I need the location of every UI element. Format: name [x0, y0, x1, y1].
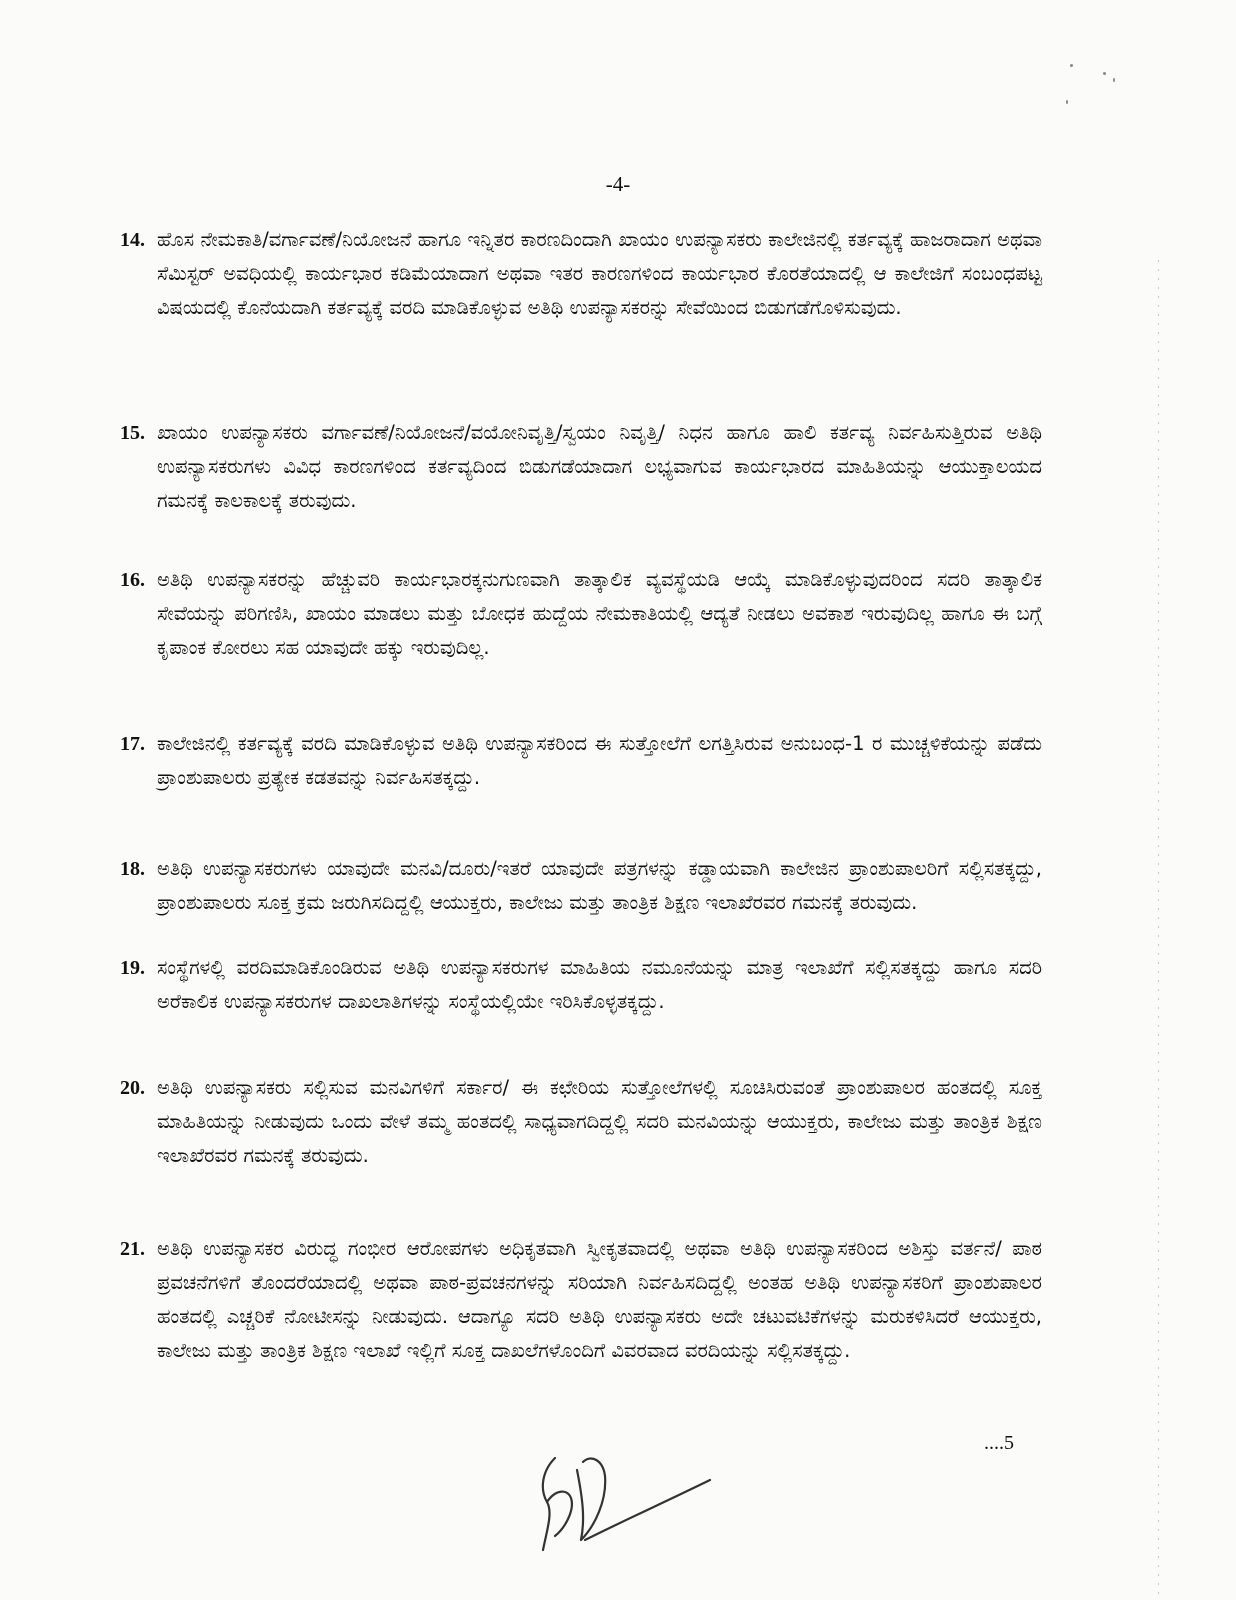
clause-number: 18. — [120, 858, 145, 880]
scan-speck — [1066, 100, 1068, 104]
clause-20 — [120, 1071, 1042, 1173]
clause-18 — [120, 852, 1042, 920]
clause-text: ಅತಿಥಿ ಉಪನ್ಯಾಸಕರು ಸಲ್ಲಿಸುವ ಮನವಿಗಳಿಗೆ ಸರ್ಕಾರ/ ಈ ಕಛೇರಿಯ ಸುತ್ತೋಲೆಗಳಲ್ಲಿ ಸೂಚಿಸಿರುವಂತೆ ಪ್ರಾಂಶುಪಾಲರ ಹಂತದಲ್ಲಿ ಸೂಕ್ತ ಮಾಹಿತಿಯನ್ನು ನೀಡುವುದು ಒಂದು ವೇಳೆ ತಮ್ಮ ಹಂತದಲ್ಲಿ ಸಾಧ್ಯವಾಗದಿದ್ದಲ್ಲಿ ಸದರಿ ಮನವಿಯನ್ನು ಆಯುಕ್ತರು, ಕಾಲೇಜು ಮತ್ತು ತಾಂತ್ರಿಕ ಶಿಕ್ಷಣ ಇಲಾಖೆರವರ ಗಮನಕ್ಕೆ ತರುವುದು. — [157, 1076, 1042, 1167]
clause-number: 14. — [120, 229, 145, 251]
clause-text: ಖಾಯಂ ಉಪನ್ಯಾಸಕರು ವರ್ಗಾವಣೆ/ನಿಯೋಜನೆ/ವಯೋನಿವೃತ್ತಿ/ಸ್ವಯಂ ನಿವೃತ್ತಿ/ ನಿಧನ ಹಾಗೂ ಹಾಲಿ ಕರ್ತವ್ಯ ನಿರ್ವಹಿಸುತ್ತಿರುವ ಅತಿಥಿ ಉಪನ್ಯಾಸಕರುಗಳು ವಿವಿಧ ಕಾರಣಗಳಿಂದ ಕರ್ತವ್ಯದಿಂದ ಬಿಡುಗಡೆಯಾದಾಗ ಲಭ್ಯವಾಗುವ ಕಾರ್ಯಭಾರದ ಮಾಹಿತಿಯನ್ನು ಆಯುಕ್ತಾಲಯದ ಗಮನಕ್ಕೆ ಕಾಲಕಾಲಕ್ಕೆ ತರುವುದು. — [157, 421, 1042, 512]
clause-number: 21. — [120, 1238, 145, 1260]
scan-speck — [1103, 72, 1106, 75]
clause-21 — [120, 1232, 1042, 1368]
clause-number: 16. — [120, 569, 145, 591]
page-number: -4- — [605, 172, 631, 196]
clause-text: ಸಂಸ್ಥೆಗಳಲ್ಲಿ ವರದಿಮಾಡಿಕೊಂಡಿರುವ ಅತಿಥಿ ಉಪನ್ಯಾಸಕರುಗಳ ಮಾಹಿತಿಯ ನಮೂನೆಯನ್ನು ಮಾತ್ರ ಇಲಾಖೆಗೆ ಸಲ್ಲಿಸತಕ್ಕದ್ದು ಹಾಗೂ ಸದರಿ ಅರೆಕಾಲಿಕ ಉಪನ್ಯಾಸಕರುಗಳ ದಾಖಲಾತಿಗಳನ್ನು ಸಂಸ್ಥೆಯಲ್ಲಿಯೇ ಇರಿಸಿಕೊಳ್ಳತಕ್ಕದ್ದು. — [157, 956, 1042, 1013]
clause-number: 15. — [120, 422, 145, 444]
clause-text: ಹೊಸ ನೇಮಕಾತಿ/ವರ್ಗಾವಣೆ/ನಿಯೋಜನೆ ಹಾಗೂ ಇನ್ನಿತರ ಕಾರಣದಿಂದಾಗಿ ಖಾಯಂ ಉಪನ್ಯಾಸಕರು ಕಾಲೇಜಿನಲ್ಲಿ ಕರ್ತವ್ಯಕ್ಕೆ ಹಾಜರಾದಾಗ ಅಥವಾ ಸೆಮಿಸ್ಟರ್ ಅವಧಿಯಲ್ಲಿ ಕಾರ್ಯಭಾರ ಕಡಿಮೆಯಾದಾಗ ಅಥವಾ ಇತರ ಕಾರಣಗಳಿಂದ ಕಾರ್ಯಭಾರ ಕೊರತೆಯಾದಲ್ಲಿ ಆ ಕಾಲೇಜಿಗೆ ಸಂಬಂಧಪಟ್ಟ ವಿಷಯದಲ್ಲಿ ಕೊನೆಯದಾಗಿ ಕರ್ತವ್ಯಕ್ಕೆ ವರದಿ ಮಾಡಿಕೊಳ್ಳುವ ಅತಿಥಿ ಉಪನ್ಯಾಸಕರನ್ನು ಸೇವೆಯಿಂದ ಬಿಡುಗಡೆಗೊಳಿಸುವುದು. — [157, 228, 1042, 319]
clause-number: 19. — [120, 957, 145, 979]
scan-speck — [1070, 64, 1073, 67]
clause-17 — [120, 727, 1042, 795]
clause-number: 17. — [120, 733, 145, 755]
clause-text: ಅತಿಥಿ ಉಪನ್ಯಾಸಕರನ್ನು ಹೆಚ್ಚುವರಿ ಕಾರ್ಯಭಾರಕ್ಕನುಗುಣವಾಗಿ ತಾತ್ಕಾಲಿಕ ವ್ಯವಸ್ಥೆಯಡಿ ಆಯ್ಕೆ ಮಾಡಿಕೊಳ್ಳುವುದರಿಂದ ಸದರಿ ತಾತ್ಕಾಲಿಕ ಸೇವೆಯನ್ನು ಪರಿಗಣಿಸಿ, ಖಾಯಂ ಮಾಡಲು ಮತ್ತು ಬೋಧಕ ಹುದ್ದೆಯ ನೇಮಕಾತಿಯಲ್ಲಿ ಆದ್ಯತೆ ನೀಡಲು ಅವಕಾಶ ಇರುವುದಿಲ್ಲ ಹಾಗೂ ಈ ಬಗ್ಗೆ ಕೃಪಾಂಕ ಕೋರಲು ಸಹ ಯಾವುದೇ ಹಕ್ಕು ಇರುವುದಿಲ್ಲ. — [157, 568, 1042, 659]
scan-edge-line — [1158, 260, 1159, 1600]
continued-page-marker: ....5 — [984, 1432, 1014, 1454]
clause-text: ಅತಿಥಿ ಉಪನ್ಯಾಸಕರ ವಿರುದ್ಧ ಗಂಭೀರ ಆರೋಪಗಳು ಅಧಿಕೃತವಾಗಿ ಸ್ವೀಕೃತವಾದಲ್ಲಿ ಅಥವಾ ಅತಿಥಿ ಉಪನ್ಯಾಸಕರಿಂದ ಅಶಿಸ್ತು ವರ್ತನೆ/ ಪಾಠ ಪ್ರವಚನೆಗಳಿಗೆ ತೊಂದರೆಯಾದಲ್ಲಿ ಅಥವಾ ಪಾಠ-ಪ್ರವಚನಗಳನ್ನು ಸರಿಯಾಗಿ ನಿರ್ವಹಿಸದಿದ್ದಲ್ಲಿ ಅಂತಹ ಅತಿಥಿ ಉಪನ್ಯಾಸಕರಿಗೆ ಪ್ರಾಂಶುಪಾಲರ ಹಂತದಲ್ಲಿ ಎಚ್ಚರಿಕೆ ನೋಟೀಸನ್ನು ನೀಡುವುದು. ಆದಾಗ್ಯೂ ಸದರಿ ಅತಿಥಿ ಉಪನ್ಯಾಸಕರು ಅದೇ ಚಟುವಟಿಕೆಗಳನ್ನು ಮರುಕಳಿಸಿದರೆ ಆಯುಕ್ತರು, ಕಾಲೇಜು ಮತ್ತು ತಾಂತ್ರಿಕ ಶಿಕ್ಷಣ ಇಲಾಖೆ ಇಲ್ಲಿಗೆ ಸೂಕ್ತ ದಾಖಲೆಗಳೊಂದಿಗೆ ವಿವರವಾದ ವರದಿಯನ್ನು ಸಲ್ಲಿಸತಕ್ಕದ್ದು. — [157, 1237, 1042, 1362]
scan-speck — [1113, 78, 1115, 82]
clause-19 — [120, 951, 1042, 1019]
clause-15 — [120, 416, 1042, 518]
clause-text: ಅತಿಥಿ ಉಪನ್ಯಾಸಕರುಗಳು ಯಾವುದೇ ಮನವಿ/ದೂರು/ಇತರೆ ಯಾವುದೇ ಪತ್ರಗಳನ್ನು ಕಡ್ಡಾಯವಾಗಿ ಕಾಲೇಜಿನ ಪ್ರಾಂಶುಪಾಲರಿಗೆ ಸಲ್ಲಿಸತಕ್ಕದ್ದು, ಪ್ರಾಂಶುಪಾಲರು ಸೂಕ್ತ ಕ್ರಮ ಜರುಗಿಸದಿದ್ದಲ್ಲಿ ಆಯುಕ್ತರು, ಕಾಲೇಜು ಮತ್ತು ತಾಂತ್ರಿಕ ಶಿಕ್ಷಣ ಇಲಾಖೆರವರ ಗಮನಕ್ಕೆ ತರುವುದು. — [157, 857, 1042, 914]
clause-14 — [120, 223, 1042, 325]
clause-16 — [120, 563, 1042, 665]
signature-mark — [525, 1440, 725, 1570]
clause-number: 20. — [120, 1077, 145, 1099]
clause-text: ಕಾಲೇಜಿನಲ್ಲಿ ಕರ್ತವ್ಯಕ್ಕೆ ವರದಿ ಮಾಡಿಕೊಳ್ಳುವ ಅತಿಥಿ ಉಪನ್ಯಾಸಕರಿಂದ ಈ ಸುತ್ತೋಲೆಗೆ ಲಗತ್ತಿಸಿರುವ ಅನುಬಂಧ-1 ರ ಮುಚ್ಚಳಿಕೆಯನ್ನು ಪಡೆದು ಪ್ರಾಂಶುಪಾಲರು ಪ್ರತ್ಯೇಕ ಕಡತವನ್ನು ನಿರ್ವಹಿಸತಕ್ಕದ್ದು. — [157, 732, 1042, 789]
